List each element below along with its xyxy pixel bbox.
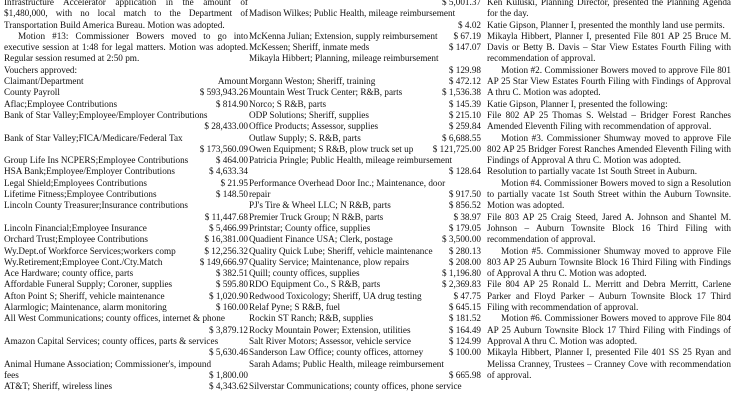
voucher-amount: $ 259.84	[448, 121, 481, 132]
voucher-amount: $ 12,256.32	[204, 245, 248, 256]
voucher-row	[249, 370, 481, 381]
voucher-claimant: Group Life Ins NCPERS;Employee Contributions	[4, 155, 189, 166]
voucher-claimant: Performance Overhead Door Inc.; Maintenance, door	[249, 177, 446, 188]
voucher-claimant: Quality Quick Lube; Sheriff, vehicle maintenance	[249, 245, 433, 256]
voucher-claimant: PJ's Tire & Wheel LLC; N R&B, parts	[249, 200, 391, 211]
voucher-claimant: HSA Bank;Employee/Employer Contributions	[4, 166, 175, 177]
minutes-paragraph: Katie Gipson, Planner I, presented the following:	[487, 98, 668, 109]
voucher-row	[4, 223, 248, 234]
voucher-amount: $ 160.00	[215, 302, 248, 313]
voucher-amount: $ 856.52	[448, 200, 481, 211]
voucher-claimant	[4, 121, 8, 132]
voucher-amount: $ 147.07	[448, 42, 481, 53]
paragraph: Infrastructure Accelerator application in the amount of $1,480,000, with no local match to the Department of Transportation Build America Bureau. Motion was adopted.	[4, 0, 248, 30]
voucher-row	[249, 359, 481, 370]
voucher-claimant: Legal Shield;Employees Contributions	[4, 177, 147, 188]
voucher-claimant: fees	[4, 369, 19, 380]
voucher-row	[4, 313, 248, 324]
voucher-amount: $ 1,196.80	[441, 268, 481, 279]
voucher-row	[249, 178, 481, 189]
voucher-claimant: Bank of Star Valley;Employee/Employer Contributions	[4, 109, 208, 120]
voucher-row	[249, 347, 481, 358]
minutes-paragraph: Motion #6. Commissioner Bowers moved to approve File 804 AP 25 Auburn Townsite Block 17 Third Filing with Findings of Approval A thru C. Motion was adopted.	[487, 313, 731, 346]
voucher-amount: $ 917.50	[448, 189, 481, 200]
minutes-paragraph: Ken Kuluski, Planning Director, presented the Planning Agenda for the day.	[487, 0, 731, 19]
voucher-claimant: Morgann Weston; Sheriff, training	[249, 76, 376, 87]
voucher-amount: $ 4,633.34	[208, 166, 248, 177]
voucher-claimant: Sarah Adams; Public Health, mileage reimbursement	[249, 358, 444, 369]
voucher-claimant: McKessen; Sheriff, inmate meds	[249, 42, 370, 53]
voucher-claimant: Afton Point S; Sheriff, vehicle maintenance	[4, 290, 165, 301]
voucher-claimant: Wy.Retirement;Employee Cont./Cty.Match	[4, 256, 163, 267]
voucher-claimant: ODP Solutions; Sheriff, supplies	[249, 109, 369, 120]
voucher-amount: $ 464.00	[215, 155, 248, 166]
voucher-amount: $ 472.12	[448, 76, 481, 87]
voucher-claimant: Rocky Mountain Power; Extension, utilities	[249, 324, 411, 335]
voucher-row	[249, 76, 481, 87]
column-3	[487, 0, 731, 400]
voucher-amount: $ 67.19	[453, 30, 481, 41]
minutes-paragraph: Mikayla Hibbert, Planner I, presented File 801 AP 25 Bruce M. Davis or Betty B. Davis – Star View Estates Fourth Filing with recommendation of approval.	[487, 30, 731, 64]
voucher-claimant	[249, 166, 253, 177]
voucher-amount: $ 124.99	[448, 335, 481, 346]
voucher-amount: $ 21.95	[220, 177, 248, 188]
voucher-amount: $ 164.49	[448, 324, 481, 335]
voucher-claimant: Rockin ST Ranch; R&B, supplies	[249, 313, 374, 324]
voucher-row	[249, 87, 481, 98]
voucher-row	[249, 223, 481, 234]
voucher-row	[4, 370, 248, 381]
voucher-claimant: McKenna Julian; Extension, supply reimbursement	[249, 30, 438, 41]
voucher-claimant: Lincoln County Treasurer;Insurance contributions	[4, 200, 188, 211]
voucher-claimant	[4, 325, 8, 336]
vouchers-heading: Vouchers approved:	[4, 64, 78, 75]
voucher-amount: $ 145.39	[448, 98, 481, 109]
voucher-row	[4, 110, 248, 121]
voucher-amount: $ 5,630.46	[208, 347, 248, 358]
minutes-paragraph: Motion #4. Commissioner Bowers moved to sign a Resolution to partially vacate 1st South Street within the Auburn Townsite. Motion was adopted.	[487, 177, 731, 211]
voucher-claimant: Office Products; Assessor, supplies	[249, 121, 379, 132]
minutes-paragraph: Mikayla Hibbert, Planner I, presented File 401 SS 25 Ryan and Melissa Cranney, Trustees – Cranney Cove with recommendation of approval.	[487, 347, 731, 380]
voucher-row	[249, 65, 481, 76]
voucher-amount: $ 665.98	[448, 369, 481, 380]
voucher-row	[249, 0, 481, 8]
minutes-paragraph: File 803 AP 25 Craig Steed, Jared A. Johnson and Shantel M. Johnson – Auburn Townsite Block 16 Third Filing with recommendation of approval.	[487, 211, 731, 245]
voucher-row	[4, 200, 248, 211]
voucher-row	[249, 381, 481, 392]
voucher-row	[249, 110, 481, 121]
voucher-claimant: Affordable Funeral Supply; Coroner, supplies	[4, 279, 173, 290]
voucher-claimant	[4, 347, 8, 358]
voucher-row	[249, 189, 481, 200]
voucher-amount: $ 280.13	[448, 245, 481, 256]
voucher-row	[4, 189, 248, 200]
voucher-claimant: Madison Wilkes; Public Health, mileage reimbursement	[249, 8, 456, 19]
voucher-row	[249, 291, 481, 302]
voucher-amount: $ 595.80	[215, 279, 248, 290]
voucher-row	[249, 268, 481, 279]
voucher-row	[4, 359, 248, 370]
voucher-amount: $ 3,500.00	[441, 234, 481, 245]
voucher-row	[4, 279, 248, 290]
voucher-amount: $ 149,666.97	[199, 256, 248, 267]
voucher-row	[4, 121, 248, 132]
voucher-amount: $ 11,447.68	[204, 211, 248, 222]
voucher-amount: $ 645.15	[448, 302, 481, 313]
voucher-amount: $ 2,369.83	[441, 279, 481, 290]
voucher-row	[249, 99, 481, 110]
minutes-paragraph: Motion #5. Commissioner Shumway moved to approve File 803 AP 25 Auburn Townsite Block 16 Third Filing with Findings of Approval A thru C. Motion was adopted.	[487, 245, 731, 279]
voucher-row	[4, 212, 248, 223]
voucher-claimant: Wy.Dept.of Workforce Services;workers comp	[4, 245, 176, 256]
voucher-amount: $ 148.50	[215, 189, 248, 200]
voucher-row	[4, 133, 248, 144]
voucher-claimant: repair	[249, 189, 271, 200]
voucher-row	[4, 166, 248, 177]
voucher-row	[249, 155, 481, 166]
voucher-amount: $ 593,943.26	[199, 87, 248, 98]
voucher-claimant	[249, 0, 253, 8]
voucher-row	[4, 234, 248, 245]
voucher-amount: $ 4,343.62	[208, 381, 248, 392]
voucher-row	[4, 257, 248, 268]
voucher-amount: $ 1,020.90	[208, 290, 248, 301]
voucher-row	[4, 381, 248, 392]
voucher-amount: $ 173,560.09	[199, 143, 248, 154]
voucher-row	[249, 279, 481, 290]
voucher-row	[249, 53, 481, 64]
voucher-amount: $ 382.51	[215, 268, 248, 279]
voucher-claimant: Quality Service; Maintenance, plow repairs	[249, 256, 409, 267]
voucher-row	[249, 246, 481, 257]
voucher-claimant: Orchard Trust;Employee Contributions	[4, 234, 148, 245]
voucher-row	[249, 133, 481, 144]
minutes-paragraph: Resolution to partially vacate 1st South Street in Auburn.	[487, 166, 698, 177]
voucher-claimant: Quill; county offices, supplies	[249, 268, 360, 279]
voucher-row	[249, 166, 481, 177]
voucher-amount: $ 215.10	[448, 109, 481, 120]
voucher-amount: $ 47.75	[453, 290, 481, 301]
voucher-claimant: All West Communications; county offices, internet & phone	[4, 313, 225, 324]
voucher-row	[249, 325, 481, 336]
voucher-claimant: Aflac;Employee Contributions	[4, 98, 118, 109]
voucher-claimant: Mountain West Truck Center; R&B, parts	[249, 87, 403, 98]
voucher-row	[4, 268, 248, 279]
voucher-row	[4, 178, 248, 189]
minutes-paragraph: File 802 AP 25 Thomas S. Welstad – Bridger Forest Ranches Amended Eleventh Filing with recommendation of approval.	[487, 109, 731, 132]
voucher-amount: $ 208.00	[448, 256, 481, 267]
voucher-claimant: Lifetime Fitness;Employee Contributions	[4, 189, 157, 200]
voucher-row	[4, 325, 248, 336]
voucher-claimant: County Payroll	[4, 87, 60, 98]
voucher-row	[4, 302, 248, 313]
voucher-claimant: AT&T; Sheriff, wireless lines	[4, 381, 113, 392]
voucher-row	[4, 87, 248, 98]
voucher-row	[249, 336, 481, 347]
voucher-row	[249, 234, 481, 245]
voucher-row	[4, 246, 248, 257]
voucher-row	[249, 212, 481, 223]
voucher-row	[4, 144, 248, 155]
voucher-claimant: Premier Truck Group; N R&B, parts	[249, 211, 384, 222]
voucher-claimant: Sanderson Law Office; county offices, attorney	[249, 347, 424, 358]
voucher-claimant	[4, 144, 8, 155]
voucher-amount: $ 179.05	[448, 222, 481, 233]
voucher-amount: $ 100.00	[448, 347, 481, 358]
paragraph: Motion #13: Commissioner Bowers moved to go into executive session at 1:48 for legal matters. Motion was adopted. Regular session resumed at 2:50 pm.	[4, 30, 248, 64]
minutes-paragraph: Motion #3. Commissioner Shumway moved to approve File 802 AP 25 Bridger Forest Ranches Amended Eleventh Filing with Findings of Approval A thru C. Motion was adopted.	[487, 132, 731, 166]
voucher-claimant: Ace Hardware; county office, parts	[4, 268, 134, 279]
voucher-row	[4, 291, 248, 302]
planning-minutes	[487, 0, 731, 381]
voucher-claimant: RDO Equipment Co., S R&B, parts	[249, 279, 381, 290]
minutes-paragraph: Katie Gipson, Planner I, presented the monthly land use permits.	[487, 19, 725, 30]
voucher-claimant: Printstar; County office, supplies	[249, 222, 371, 233]
voucher-claimant: Redwood Toxicology; Sheriff, UA drug testing	[249, 290, 422, 301]
voucher-row	[4, 99, 248, 110]
voucher-claimant: Silverstar Communications; county offices, phone service	[249, 381, 462, 392]
voucher-list	[249, 0, 481, 392]
voucher-row	[249, 313, 481, 324]
voucher-amount: $ 4.02	[458, 19, 481, 30]
voucher-claimant: Mikayla Hibbert; Planning, mileage reimbursement	[249, 53, 439, 64]
voucher-claimant: Salt River Motors; Assessor, vehicle service	[249, 335, 411, 346]
voucher-amount: $ 129.98	[448, 64, 481, 75]
voucher-row	[249, 302, 481, 313]
voucher-amount: $ 28,433.00	[204, 121, 248, 132]
voucher-amount: $ 1,536.38	[441, 87, 481, 98]
voucher-claimant: Outlaw Supply; S. R&B, parts	[249, 132, 361, 143]
voucher-claimant: Animal Humane Association; Commissioner's, impound	[4, 358, 212, 369]
voucher-row	[4, 155, 248, 166]
voucher-amount: $ 128.64	[448, 166, 481, 177]
voucher-claimant: Amazon Capital Services; county offices, parts & services	[4, 335, 219, 346]
voucher-amount: $ 3,879.12	[208, 324, 248, 335]
voucher-claimant: Relaf Pyne; S R&B, fuel	[249, 302, 341, 313]
voucher-claimant: Bank of Star Valley;FICA/Medicare/Federal Tax	[4, 132, 183, 143]
voucher-claimant	[249, 65, 253, 76]
voucher-claimant: Norco; S R&B, parts	[249, 98, 327, 109]
voucher-row	[249, 257, 481, 268]
voucher-amount: $ 5,001.37	[441, 0, 481, 7]
voucher-row	[249, 121, 481, 132]
claimant-header: Claimant/Department	[4, 76, 84, 87]
voucher-claimant: Lincoln Financial;Employee Insurance	[4, 222, 147, 233]
voucher-amount: $ 1,800.00	[208, 369, 248, 380]
voucher-amount: $ 5,466.99	[208, 222, 248, 233]
voucher-claimant: Quadient Finance USA; Clerk, postage	[249, 234, 393, 245]
voucher-claimant	[249, 370, 253, 381]
column-1	[4, 0, 248, 400]
voucher-claimant: Owen Equipment; S R&B, plow truck set up	[249, 143, 414, 154]
voucher-row	[4, 336, 248, 347]
voucher-row	[4, 347, 248, 358]
minutes-paragraph: Motion #2. Commissioner Bowers moved to approve File 801 AP 25 Star View Estates Fourth Filing with Findings of Approval A thru C. Motion was adopted.	[487, 64, 731, 98]
voucher-amount: $ 6,688.55	[441, 132, 481, 143]
voucher-row	[249, 42, 481, 53]
voucher-amount: $ 181.52	[448, 313, 481, 324]
voucher-amount: $ 38.97	[453, 211, 481, 222]
voucher-claimant: Alarmlogic; Maintenance, alarm monitoring	[4, 302, 167, 313]
amount-header: Amount	[217, 76, 248, 87]
voucher-claimant	[249, 20, 253, 31]
voucher-row	[249, 31, 481, 42]
voucher-amount: $ 814.90	[215, 98, 248, 109]
voucher-row	[249, 200, 481, 211]
voucher-row	[249, 8, 481, 19]
minutes-paragraph: File 804 AP 25 Ronald L. Merritt and Debra Merritt, Carlene Parker and Floyd Parker – Auburn Townsite Block 17 Third Filing with recommendation of approval.	[487, 279, 731, 313]
voucher-amount: $ 121,725.00	[432, 143, 481, 154]
column-2	[249, 0, 481, 400]
voucher-row	[249, 20, 481, 31]
voucher-claimant: Patricia Pringle; Public Health, mileage reimbursement	[249, 155, 453, 166]
voucher-amount: $ 16,381.00	[204, 234, 248, 245]
voucher-list	[4, 87, 248, 392]
voucher-claimant	[4, 212, 8, 223]
voucher-table-header	[4, 76, 248, 87]
voucher-row	[249, 144, 481, 155]
